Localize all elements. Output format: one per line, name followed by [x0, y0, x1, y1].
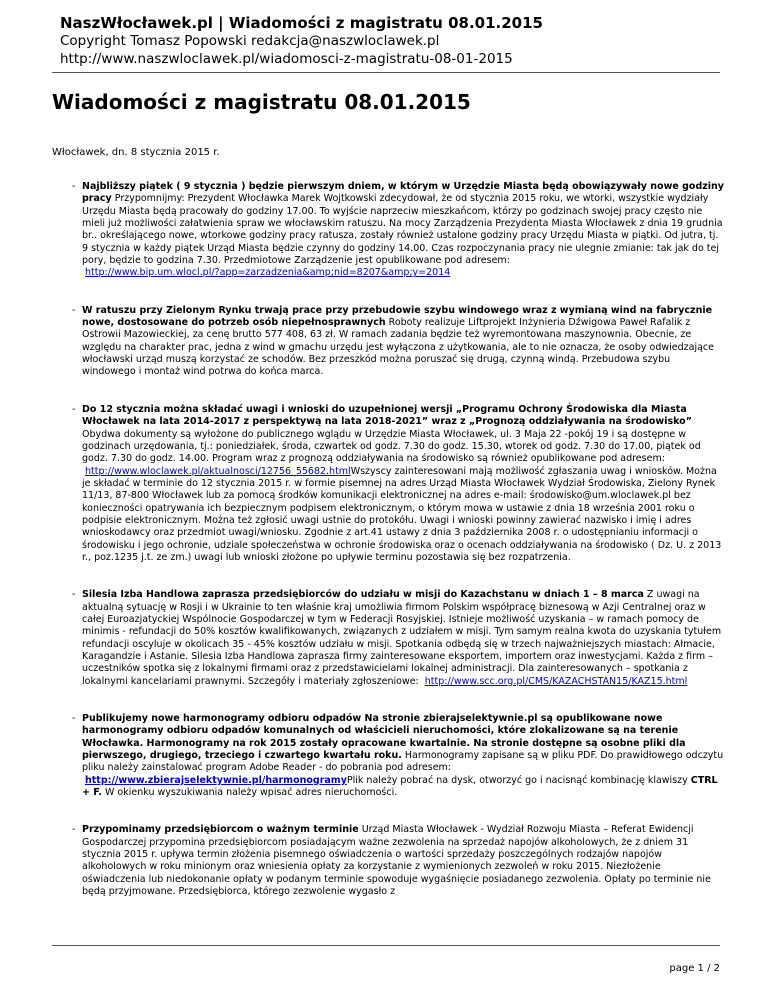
list-item: [60, 181, 724, 280]
article-list: [60, 181, 724, 924]
item-headline: Publikujemy nowe harmonogramy odbioru odpadów Na stronie zbierajselektywnie.pl są opublikowane nowe harmonogramy odbioru odpadów komunalnych od właścicieli nieruchomości, które zlokalizowane są na terenie Włocławka. Harmonogramy na rok 2015 zostały opracowane kwartalnie. Na stronie dostępne są osobne pliki dla pierwszego, drugiego, trzeciego i czwartego kwartału roku.: [82, 713, 686, 762]
bullet-dash: -: [72, 824, 76, 836]
page-number: page 1 / 2: [669, 963, 720, 974]
item-body: Z uwagi na aktualną sytuację w Rosji i w Ukrainie to ten właśnie kraj umożliwia firmom Polskim współpracę biznesową w Azji Centralnej oraz w całej Euroazjatyckiej Wspólnocie Gospodarczej w tym w Federacji Rosyjskiej. Istnieje możliwość uzyskania – w ramach pomocy de minimis - refundacji do 50% kosztów kwalifikowanych, związanych z udziałem w misji. Tym samym realna kwota do uzyskania tytułem refundacji oscyluje w okolicach 35 - 45% kosztów udziału w misji. Spotkania odbędą się w trzech najważniejszych miastach: Ałmacie, Karagandzie i Astanie. Silesia Izba Handlowa zaprasza firmy zainteresowane eksportem, importem oraz inwestycjami. Każda z firm – uczestników spotka się z lokalnymi firmami oraz z przedstawicielami lokalnej administracji. Dla zainteresowanych – spotkania z lokalnymi kancelariami prawnymi. Szczegóły i materiały zgłoszeniowe:: [82, 589, 722, 687]
item-body: Obydwa dokumenty są wyłożone do publicznego wglądu w Urzędzie Miasta Włocławek, ul. 3 Maja 22 -pokój 19 i są dostępne w godzinach urzędowania, tj.: poniedziałek, środa, czwartek od godz. 7.30 do godz. 15.30, wtorek od godz. 7.30 do 17.00, piątek od godz. 7.30 do godz. 14.00. Program wraz z prognozą oddziaływania na środowisko są również opublikowane pod adresem:: [82, 428, 701, 465]
page-header: [60, 14, 720, 68]
list-item: [60, 713, 724, 799]
dateline: Włocławek, dn. 8 stycznia 2015 r.: [52, 147, 220, 158]
list-item: [60, 305, 724, 379]
item-body: Harmonogramy zapisane są w pliku PDF. Do prawidłowego odczytu pliku należy zainstalować program Adobe Reader - do pobrania pod adresem:: [82, 750, 724, 774]
copyright-line: Copyright Tomasz Popowski redakcja@naszwloclawek.pl: [60, 33, 440, 49]
bullet-dash: -: [72, 181, 76, 192]
bullet-dash: -: [72, 713, 76, 725]
item-headline: Najbliższy piątek ( 9 stycznia ) będzie pierwszym dniem, w którym w Urzędzie Miasta będą obowiązywały nowe godziny pracy: [82, 181, 724, 205]
source-url[interactable]: http://www.naszwloclawek.pl/wiadomosci-z-magistratu-08-01-2015: [60, 51, 513, 67]
keyboard-shortcut: CTRL + F.: [82, 774, 718, 799]
list-item: [60, 824, 724, 898]
list-item: [60, 404, 724, 564]
bullet-dash: -: [72, 304, 76, 316]
item-body-continued: Wszyscy zainteresowani mają możliwość zgłaszania uwag i wniosków. Można je składać w terminie do 12 stycznia 2015 r. w formie pisemnej na adres Urząd Miasta Włocławek Wydział Środowiska, Zielony Rynek 11/13, 87-800 Włocławek lub za pomocą środków komunikacji elektronicznej na adres e-mail: środowisko@um.wloclawek.pl bez konieczności opatrywania ich bezpiecznym podpisem elektronicznym, o którym mowa w ustawie z dnia 18 września 2001 roku o podpisie elektronicznym. Można też zgłosić uwagi ustnie do protokółu. Uwagi i wnioski powinny zawierać nazwisko i imię i adres wnioskodawcy oraz przedmiot uwagi/wniosku. Zgodnie z art.41 ustawy z dnia 3 października 2008 r. o udostępnianiu informacji o środowisku i jego ochronie, udziale społeczeństwa w ochronie środowiska oraz o ocenach oddziaływania na środowisko ( Dz. U. z 2013 r., poz.1235 j.t. ze zm.) uwagi lub wnioski złożone po upływie terminu pozostawia się bez rozpatrzenia.: [82, 465, 722, 563]
item-link[interactable]: http://www.wloclawek.pl/aktualnosci/12756_55682.html: [85, 465, 351, 477]
item-link[interactable]: http://www.zbierajselektywnie.pl/harmonogramy: [85, 774, 347, 786]
item-body-end: W okienku wyszukiwania należy wpisać adres nieruchomości.: [101, 787, 398, 799]
item-headline: Silesia Izba Handlowa zaprasza przedsiębiorców do udziału w misji do Kazachstanu w dniach 1 – 8 marca: [82, 589, 644, 601]
list-item: [60, 589, 724, 688]
item-body-continued: Plik należy pobrać na dysk, otworzyć go i nacisnąć kombinację klawiszy: [346, 774, 691, 786]
item-link[interactable]: http://www.scc.org.pl/CMS/KAZACHSTAN15/KAZ15.html: [424, 675, 688, 687]
item-body: Roboty realizuje Liftprojekt Inżynieria Dźwigowa Paweł Rafalik z Ostrowii Mazowieckiej, za cenę brutto 577 408, 63 zł. W ramach zadania będzie też wyremontowana maszynownia. Obecnie, ze względu na charakter prac, jedna z wind w gmachu urzędu jest wyłączona z użytkowania, ale to nie oznacza, że osoby odwiedzające włocławski urząd muszą korzystać ze schodów. Bez przeszkód można poruszać się drugą, czynną windą. Przebudowa szybu windowego i montaż wind potrwa do końca marca.: [82, 317, 714, 378]
item-body: Urząd Miasta Włocławek - Wydział Rozwoju Miasta – Referat Ewidencji Gospodarczej przypomina przedsiębiorcom posiadającym ważne zezwolenia na sprzedaż napojów alkoholowych, że z dniem 31 stycznia 2015 r. upływa termin złożenia pisemnego oświadczenia o wartości sprzedaży poszczególnych rodzajów napojów alkoholowych w roku minionym oraz wniesienia opłaty za korzystanie z wymienionych zezwoleń w roku 2015. Niezłożenie oświadczenia lub niedokonanie opłaty w podanym terminie spowoduje wygaśnięcie posiadanego zezwolenia. Opłaty po terminie nie będą przyjmowane. Przedsiębiorca, którego zezwolenie wygasło z: [82, 824, 711, 898]
item-headline: Przypominamy przedsiębiorcom o ważnym terminie: [82, 824, 359, 836]
document-title: Wiadomości z magistratu 08.01.2015: [52, 90, 471, 114]
footer-divider: [52, 945, 720, 946]
item-body: Przypomnijmy: Prezydent Włocławka Marek Wojtkowski zdecydował, że od stycznia 2015 roku, we wtorki, wszystkie wydziały Urzędu Miasta będą pracowały do godziny 17.00. To wyjście naprzeciw mieszkańcom, którzy po godzinach swojej pracy często nie mieli już możliwości załatwienia spraw we włocławskim ratuszu. Na mocy Zarządzenia Prezydenta Miasta Włocławek z dnia 19 grudnia br.. określającego nowe, wtorkowe godziny pracy ratusza, zostały również ustalone godziny pracy Urzędu Miasta w piątki. Od jutra, tj. 9 stycznia w każdy piątek Urząd Miasta będzie czynny do godziny 14.00. Czas rozpoczynania pracy nie ulegnie zmianie: tak jak do tej pory, będzie to godzina 7.30. Przedmiotowe Zarządzenie jest opublikowane pod adresem:: [82, 193, 723, 267]
item-headline: Do 12 stycznia można składać uwagi i wnioski do uzupełnionej wersji „Programu Ochrony Środowiska dla Miasta Włocławek na lata 2014-2017 z perspektywą na lata 2018-2021” wraz z „Prognozą oddziaływania na środowisko”: [82, 403, 692, 428]
item-link[interactable]: http://www.bip.um.wlocl.pl/?app=zarzadzenia&amp;nid=8207&amp;y=2014: [85, 267, 451, 279]
header-divider: [52, 72, 720, 73]
site-title: NaszWłocławek.pl | Wiadomości z magistratu 08.01.2015: [60, 14, 543, 32]
item-headline: W ratuszu przy Zielonym Rynku trwają prace przy przebudowie szybu windowego wraz z wymianą wind na fabrycznie nowe, dostosowane do potrzeb osób niepełnosprawnych: [82, 304, 713, 329]
bullet-dash: -: [72, 403, 76, 415]
bullet-dash: -: [72, 589, 76, 601]
